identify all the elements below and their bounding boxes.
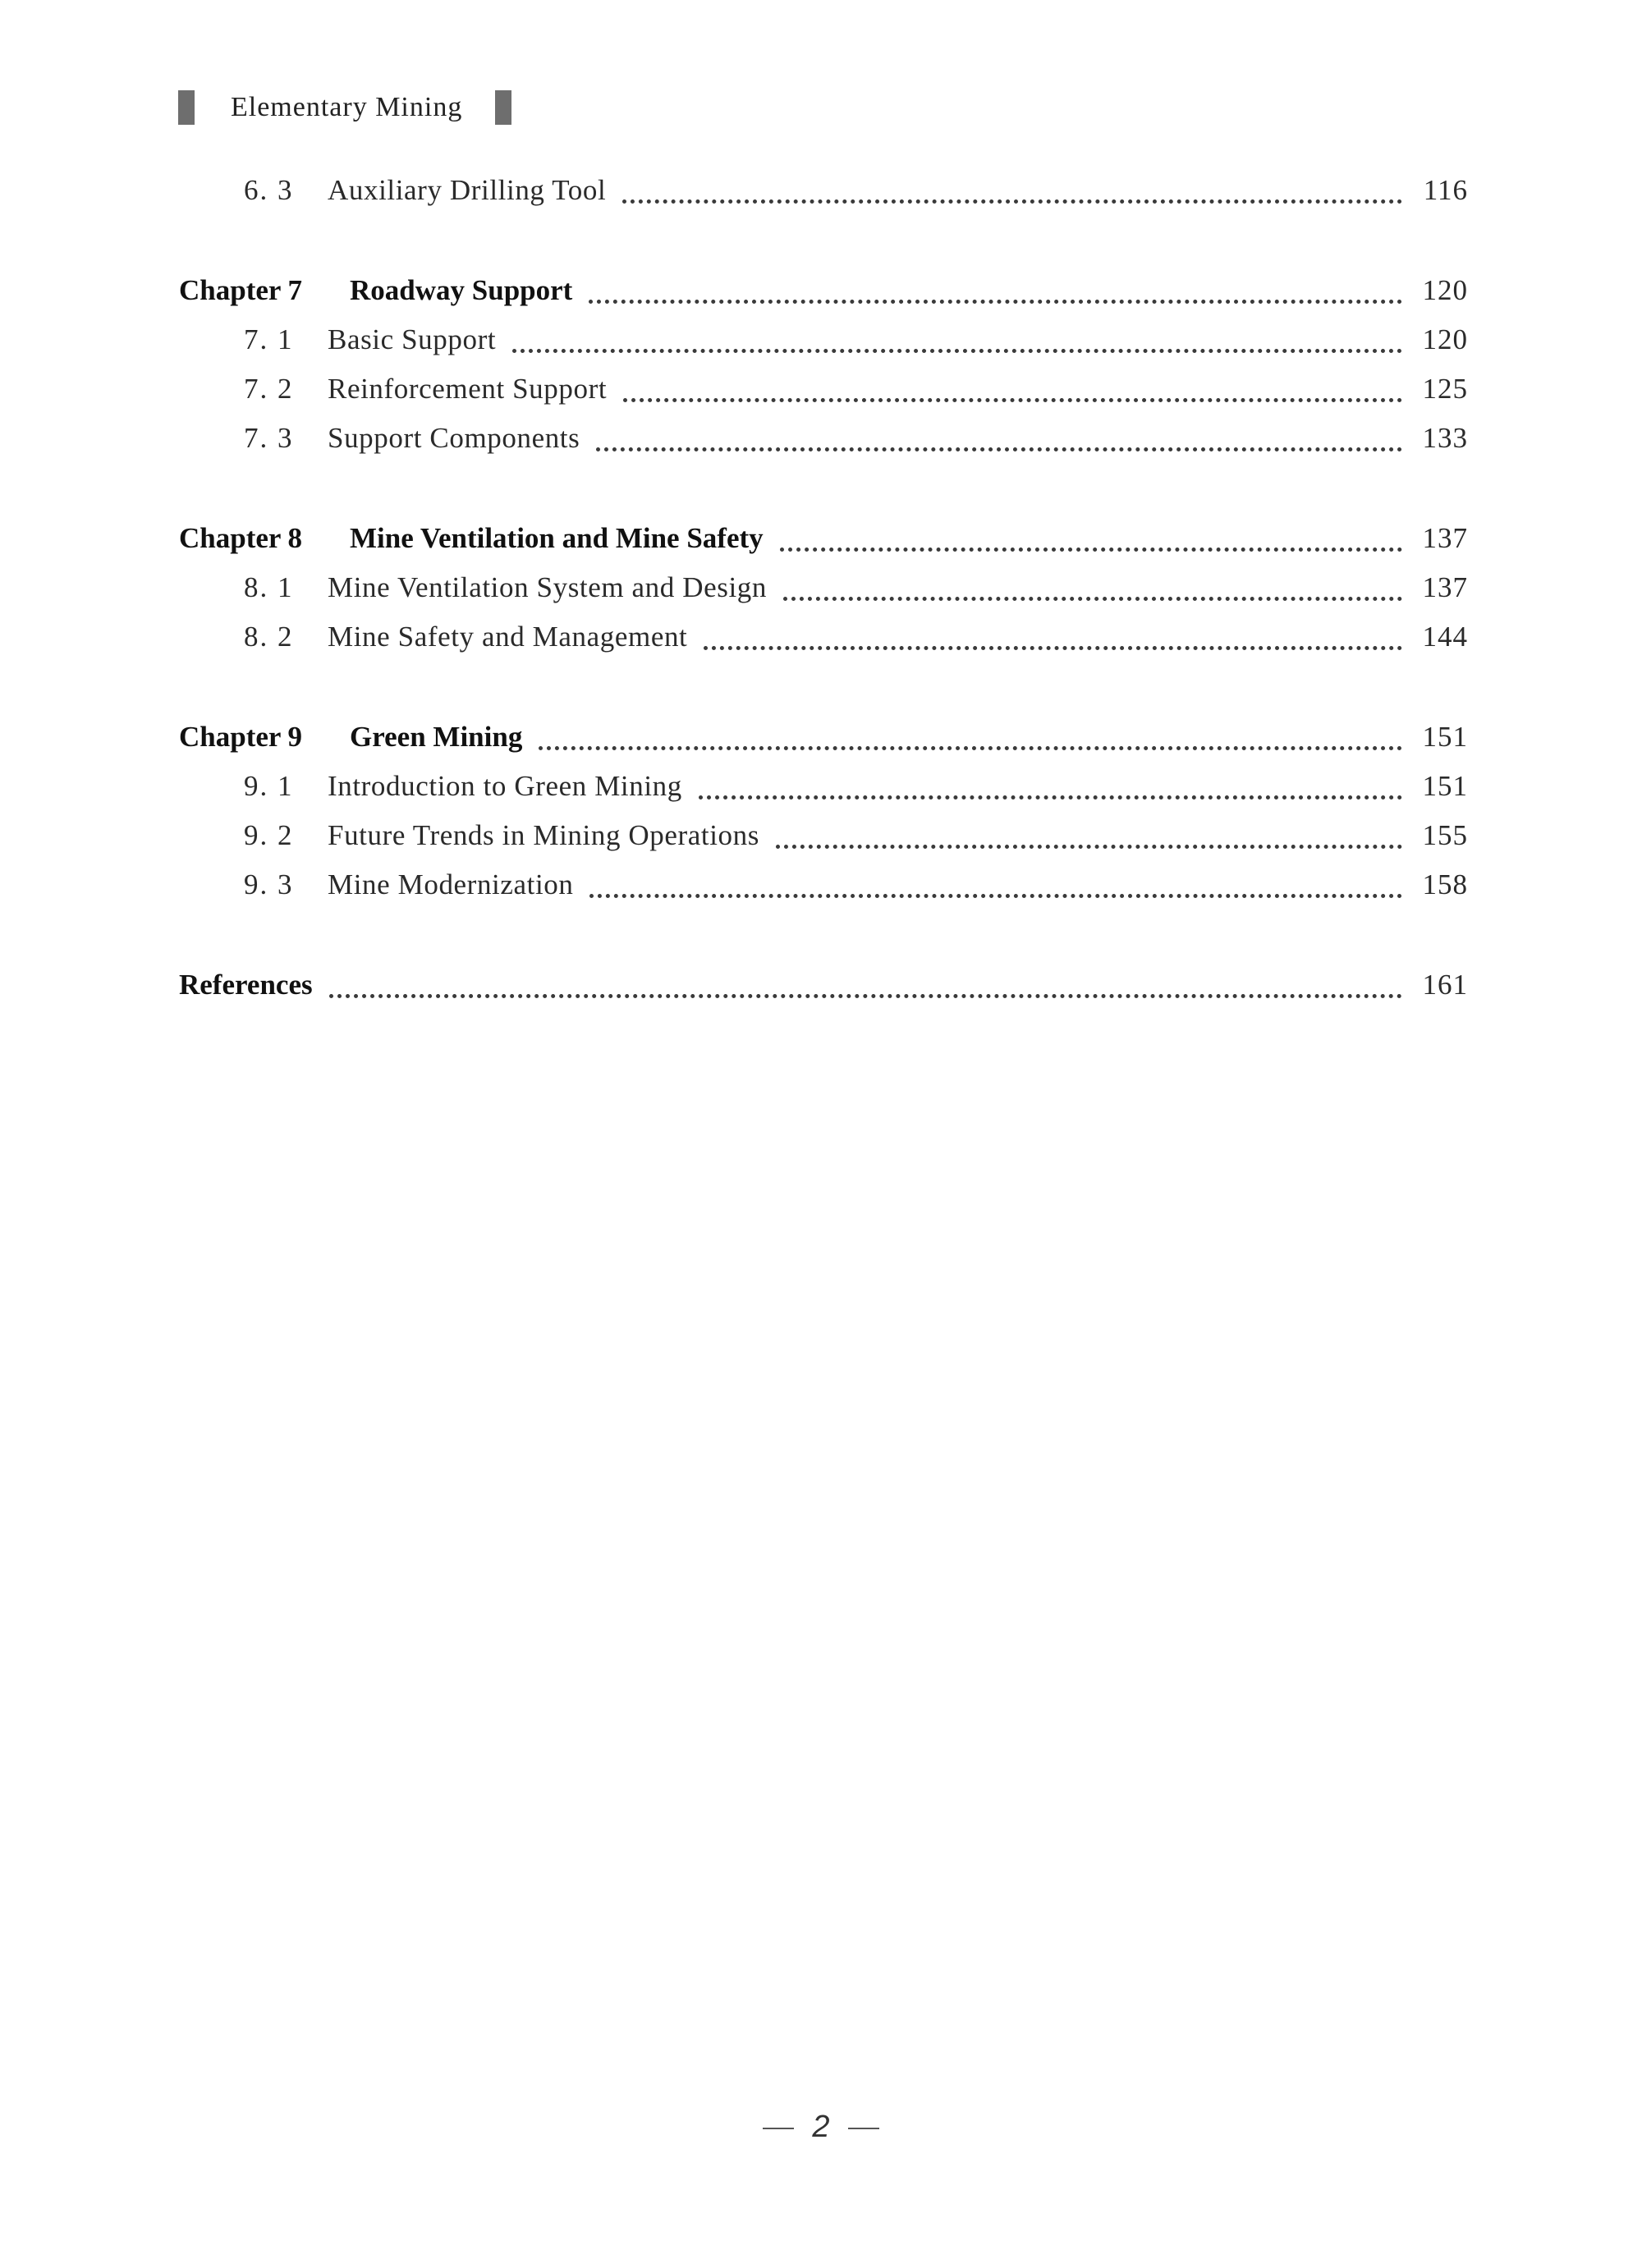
toc-entry-8-2[interactable] xyxy=(179,621,1468,663)
toc-chapter-page: 120 xyxy=(1422,274,1468,306)
toc-entry-9-3[interactable] xyxy=(179,868,1468,911)
header-bar-left xyxy=(178,90,195,125)
toc-entry-page: 151 xyxy=(1422,770,1468,802)
toc-entry-8-1[interactable] xyxy=(179,571,1468,614)
dot-leader xyxy=(699,795,1402,800)
dot-leader xyxy=(623,398,1402,402)
dot-leader xyxy=(589,894,1402,898)
toc-entry-number: 9. 2 xyxy=(244,819,294,851)
toc-entry-title: Support Components xyxy=(328,422,580,454)
toc-chapter-number: Chapter 9 xyxy=(179,721,303,753)
toc-chapter-9[interactable] xyxy=(179,721,1468,763)
toc-entry-number: 8. 2 xyxy=(244,621,294,653)
toc-entry-number: 7. 1 xyxy=(244,323,294,355)
dot-leader xyxy=(589,300,1402,304)
toc-entry-title: Auxiliary Drilling Tool xyxy=(328,174,607,206)
toc-chapter-7[interactable] xyxy=(179,274,1468,317)
dot-leader xyxy=(776,845,1402,849)
dot-leader xyxy=(329,994,1402,998)
toc-references-page: 161 xyxy=(1422,969,1468,1001)
toc-chapter-title: Green Mining xyxy=(350,721,523,753)
toc-entry-title: Mine Safety and Management xyxy=(328,621,688,653)
toc-entry-title: Introduction to Green Mining xyxy=(328,770,682,802)
toc-entry-page: 144 xyxy=(1422,621,1468,653)
toc-entry-page: 158 xyxy=(1422,868,1468,900)
folio-dash-right xyxy=(848,2128,879,2129)
folio-dash-left xyxy=(763,2128,794,2129)
toc-entry-number: 7. 2 xyxy=(244,373,294,405)
toc-entry-title: Reinforcement Support xyxy=(328,373,608,405)
toc-entry-number: 9. 3 xyxy=(244,868,294,900)
toc-chapter-number: Chapter 8 xyxy=(179,522,303,554)
toc-entry-title: Future Trends in Mining Operations xyxy=(328,819,759,851)
toc-entry-number: 7. 3 xyxy=(244,422,294,454)
dot-leader xyxy=(780,548,1402,552)
toc-chapter-number: Chapter 7 xyxy=(179,274,303,306)
page-number-footer xyxy=(0,2110,1642,2145)
toc-entry-7-2[interactable] xyxy=(179,373,1468,415)
toc-entry-page: 133 xyxy=(1422,422,1468,454)
dot-leader xyxy=(596,447,1402,451)
toc-entry-title: Basic Support xyxy=(328,323,497,355)
toc-chapter-page: 137 xyxy=(1422,522,1468,554)
toc-entry-6-3[interactable] xyxy=(179,174,1468,217)
header-bar-right xyxy=(495,90,511,125)
toc-chapter-page: 151 xyxy=(1422,721,1468,753)
toc-entry-number: 8. 1 xyxy=(244,571,294,603)
running-header xyxy=(178,89,511,126)
toc-entry-9-1[interactable] xyxy=(179,770,1468,813)
toc-entry-7-1[interactable] xyxy=(179,323,1468,366)
toc-entry-page: 137 xyxy=(1422,571,1468,603)
running-header-title: Elementary Mining xyxy=(231,92,463,122)
toc-entry-number: 9. 1 xyxy=(244,770,294,802)
toc-chapter-8[interactable] xyxy=(179,522,1468,565)
toc-entry-page: 125 xyxy=(1422,373,1468,405)
toc-entry-9-2[interactable] xyxy=(179,819,1468,862)
dot-leader xyxy=(512,349,1402,353)
toc-references-title: References xyxy=(179,969,313,1001)
toc-entry-7-3[interactable] xyxy=(179,422,1468,465)
toc-entry-page: 120 xyxy=(1422,323,1468,355)
toc-entry-page: 116 xyxy=(1423,174,1468,206)
page-number: 2 xyxy=(812,2110,830,2144)
dot-leader xyxy=(539,746,1402,750)
dot-leader xyxy=(622,199,1402,204)
toc-chapter-title: Mine Ventilation and Mine Safety xyxy=(350,522,764,554)
dot-leader xyxy=(704,646,1402,650)
toc-chapter-title: Roadway Support xyxy=(350,274,573,306)
toc-entry-title: Mine Modernization xyxy=(328,868,574,900)
toc-entry-title: Mine Ventilation System and Design xyxy=(328,571,767,603)
toc-entry-number: 6. 3 xyxy=(244,174,294,206)
toc-references[interactable] xyxy=(179,969,1468,1011)
toc-entry-page: 155 xyxy=(1422,819,1468,851)
dot-leader xyxy=(783,597,1402,601)
